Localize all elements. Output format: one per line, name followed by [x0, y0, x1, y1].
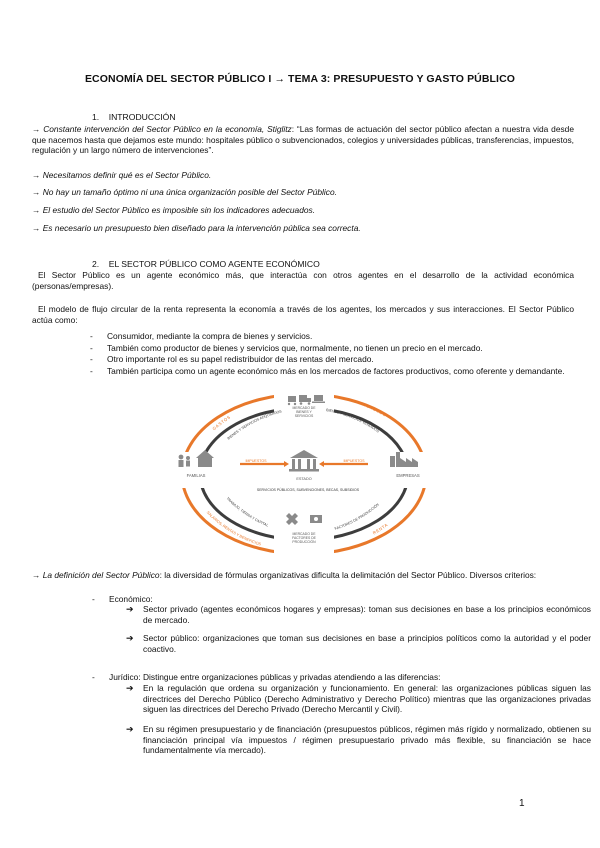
money-icon — [310, 515, 322, 523]
intro-paragraph — [32, 124, 574, 156]
arrow-bullet-icon: ➔ — [126, 604, 134, 614]
definition-text: : la diversidad de fórmulas organizativas dificulta la delimitación del Sector Público. Diversos criterios: — [159, 570, 537, 580]
svg-text:BIENES Y SERVICIOS VENDIDOS — [326, 408, 380, 434]
economic-point: Sector público: organizaciones que toman sus decisiones en base a principios políticos como la autoridad y el poder coactivo. — [143, 633, 591, 654]
list-item: - Consumidor, mediante la compra de bienes y servicios. — [90, 331, 313, 341]
dash-marker: - — [92, 672, 95, 682]
section-2-paragraph-2: El modelo de flujo circular de la renta representa la economía a través de los agentes, los mercados y sus interacciones. El Sector Público actúa como: — [32, 304, 574, 325]
section-1-heading: 1. INTRODUCCIÓN — [92, 112, 176, 122]
arc-label-factores: FACTORES DE PRODUCCIÓN — [334, 502, 380, 531]
role-text: También como productor de bienes y servicios que, normalmente, no tienen un precio en el mercado. — [107, 342, 483, 353]
intro-point: → Necesitamos definir qué es el Sector Público. — [32, 170, 212, 180]
svg-text:INGRESOS — [360, 401, 387, 418]
arc-label-ingresos: INGRESOS — [360, 401, 388, 418]
list-item — [126, 683, 591, 715]
list-item — [126, 724, 591, 756]
intro-point: → Es necesario un presupuesto bien diseñado para la intervención pública sea correcta. — [32, 223, 361, 233]
economic-point: Sector privado (agentes económicos hogares y empresas): toman sus decisiones en base a los principios económicos de mercado. — [143, 604, 591, 625]
definition-paragraph — [32, 570, 574, 581]
list-item — [126, 633, 591, 654]
intro-italic: → Constante intervención del Sector Público en la economía, Stiglitz — [32, 124, 292, 134]
circular-flow-diagram — [168, 388, 440, 558]
taxes-right-arrow — [319, 459, 368, 467]
legal-criterion — [92, 672, 440, 683]
arrow-bullet-icon: ➔ — [126, 633, 134, 643]
arc-label-bienes-adquiridos: BIENES Y SERVICIOS ADQUIRIDOS — [226, 409, 283, 441]
section-2-heading: 2. EL SECTOR PÚBLICO COMO AGENTE ECONÓMICO — [92, 259, 320, 269]
economic-criterion — [92, 594, 153, 605]
tools-icon — [286, 513, 298, 525]
taxes-right-label: IMPUESTOS — [343, 459, 365, 463]
inner-flow-ring — [200, 408, 408, 540]
arc-label-gastos: GASTOS — [211, 414, 232, 432]
arc-label-trabajo: TRABAJO, TIERRA Y CAPITAL — [225, 496, 269, 528]
page-title: ECONOMÍA DEL SECTOR PÚBLICO I → TEMA 3: PRESUPUESTO Y GASTO PÚBLICO — [84, 73, 516, 85]
arc-label-bienes-vendidos: BIENES Y SERVICIOS VENDIDOS — [325, 408, 380, 434]
dash-marker: - — [92, 594, 95, 604]
companies-label: EMPRESAS — [396, 473, 420, 478]
page-number: 1 — [519, 798, 525, 809]
role-text: Otro importante rol es su papel redistribuidor de las rentas del mercado. — [107, 354, 374, 365]
services-label: SERVICIOS PÚBLICOS, SUBVENCIONES, BECAS, SUBSIDIOS — [256, 488, 360, 492]
intro-point: → El estudio del Sector Público es imposible sin los indicadores adecuados. — [32, 205, 316, 215]
market-goods-label: MERCADO DE BIENES Y SERVICIOS — [292, 406, 316, 418]
market-factors-label: MERCADO DE FACTORES DE PRODUCCIÓN — [292, 532, 316, 544]
arrow-bullet-icon: ➔ — [126, 683, 134, 693]
legal-label: Jurídico: Distingue entre organizaciones públicas y privadas atendiendo a las diferencias: — [109, 672, 441, 682]
economic-label: Económico: — [109, 594, 153, 604]
roles-list — [90, 331, 574, 376]
intro-text: : “Las formas de actuación del sector público afectan a nuestra vida desde que nacemos hasta que dejamos este mundo: hospitales público o subvencionados, colegios y universidades públicas, transferencias, impuestos, regulación y un largo número de intervenciones”. — [32, 124, 574, 156]
role-text: También participa como un agente económico más en los mercados de factores productivos, como oferente y demandante. — [107, 365, 565, 376]
list-item: - También participa como un agente económico más en los mercados de factores productivos, como oferente y demandante. — [90, 365, 565, 376]
list-item — [126, 604, 591, 625]
definition-italic: → La definición del Sector Público — [32, 570, 160, 580]
list-item: - Otro importante rol es su papel redistribuidor de las rentas del mercado. — [90, 354, 374, 365]
legal-point: En la regulación que ordena su organización y funcionamiento. En general: las organizaciones públicas siguen las directrices del Derecho Público (Derecho Administrativo y Derecho Político) mientras que las organizaciones privadas siguen las directrices del Derecho Privado (Derecho Mercantil y Civil). — [143, 683, 591, 715]
legal-point: En su régimen presupuestario y de financiación (presupuestos públicos, régimen más rígido y normalizado, obtienen su financiación principal vía impuestos / régimen presupuestario privado más flexible, su financiación se hace fundamentalmente vía mercado). — [143, 724, 591, 756]
arc-label-salarios: SALARIOS, RENTAS Y BENEFICIOS — [205, 510, 262, 547]
state-building-icon — [289, 450, 319, 472]
state-label: ESTADO — [296, 477, 312, 481]
taxes-left-arrow — [240, 459, 289, 467]
families-label: FAMILIAS — [186, 473, 206, 478]
arrow-bullet-icon: ➔ — [126, 724, 134, 734]
list-item: - También como productor de bienes y servicios que, normalmente, no tienen un precio en el mercado. — [90, 342, 483, 353]
svg-text:FACTORES DE PRODUCCIÓN — [334, 502, 380, 530]
intro-point: → No hay un tamaño óptimo ni una única organización posible del Sector Público. — [32, 187, 337, 197]
role-text: Consumidor, mediante la compra de bienes y servicios. — [107, 331, 313, 341]
section-2-paragraph-1: El Sector Público es un agente económico más, que interactúa con otros agentes en el desarrollo de la actividad económica (personas/empresas). — [32, 270, 574, 291]
arc-label-renta: RENTA — [371, 522, 389, 536]
taxes-left-label: IMPUESTOS — [245, 459, 267, 463]
